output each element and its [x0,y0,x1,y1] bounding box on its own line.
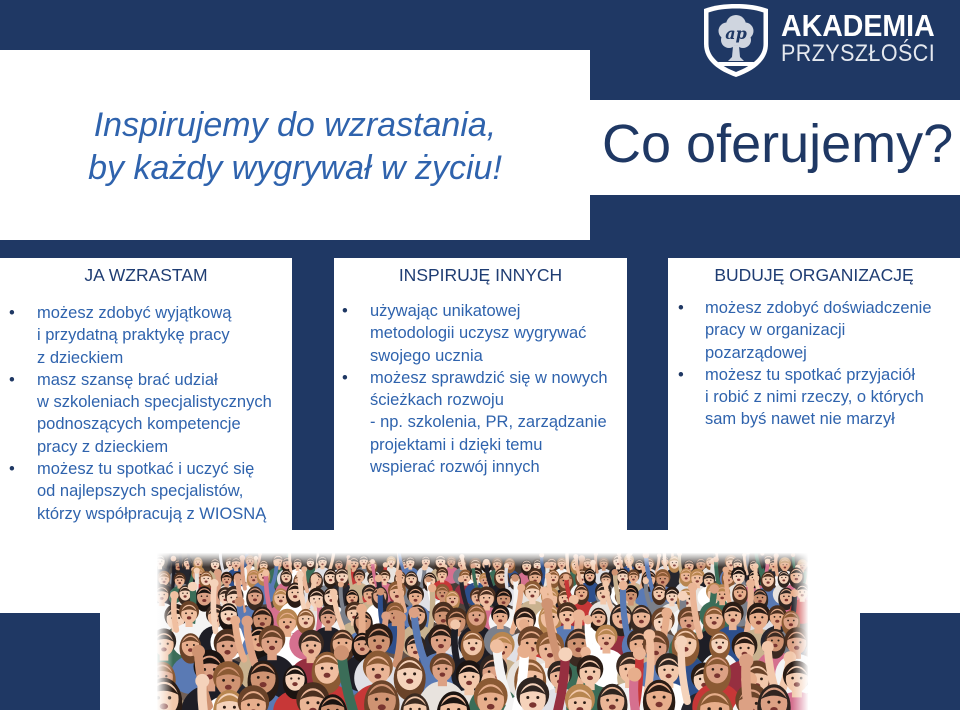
bullet-list [0,302,292,525]
bullet-item: • możesz sprawdzić się w nowych ścieżkach rozwoju - np. szkolenia, PR, zarządzanie projektami i dzięki temu wspierać rozwój innych [334,367,627,478]
corner-block-right [860,613,960,710]
bullet-item: • możesz zdobyć doświadczenie pracy w organizacji pozarządowej [668,297,960,364]
bullet-item: • możesz tu spotkać przyjaciół i robić z nimi rzeczy, o których sam byś nawet nie marzył [668,364,960,431]
group-photo [157,553,808,710]
logo-monogram: ap [725,24,747,43]
logo-shield-icon [703,4,769,77]
bullet-item: • możesz tu spotkać i uczyć się od najlepszych specjalistów, którzy współpracują z WIOSNĄ [0,458,292,525]
page-title: Co oferujemy? [602,114,954,174]
crowd-photo-svg [157,553,808,710]
bullet-item: • używając unikatowej metodologii uczysz wygrywać swojego ucznia [334,300,627,367]
tagline-panel [0,50,590,240]
offer-heading-panel [590,100,960,195]
column-inspiruje-innych [334,258,627,530]
bullet-list [668,297,960,431]
column-buduje-organizacje [668,258,960,530]
bullet-list [334,300,627,478]
bullet-item: • masz szansę brać udział w szkoleniach specjalistycznych podnoszących kompetencje pracy z dzieckiem [0,369,292,458]
bullet-item: • możesz zdobyć wyjątkową i przydatną praktykę pracy z dzieckiem [0,302,292,369]
logo-wordmark-sub: PRZYSZŁOŚCI [781,40,936,67]
column-ja-wzrastam [0,258,292,530]
logo-wordmark: AKADEMIA [781,8,935,43]
column-title: JA WZRASTAM [84,265,208,285]
column-title: BUDUJĘ ORGANIZACJĘ [714,265,914,285]
column-title: INSPIRUJĘ INNYCH [398,265,563,285]
corner-block-left [0,613,100,710]
tagline: Inspirujemy do wzrastania, by każdy wygrywał w życiu! [88,105,502,187]
